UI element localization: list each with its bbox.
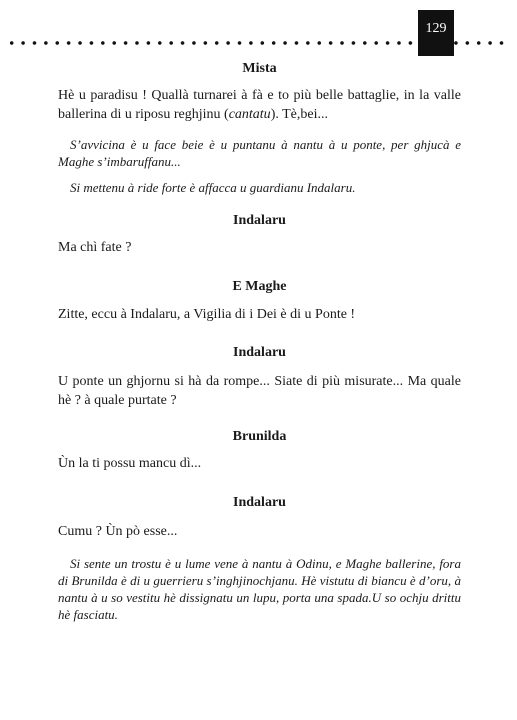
dialogue-indalaru-2: U ponte un ghjornu si hà da rompe... Siate di più misurate... Ma quale hè ? à quale purtate ? xyxy=(58,374,461,408)
dialogue-indalaru-1: Ma chì fate ? xyxy=(58,240,132,255)
page-number: 129 xyxy=(418,10,454,56)
stage-direction-2: Si mettenu à ride forte è affacca u guardianu Indalaru. xyxy=(70,180,356,195)
dialogue-indalaru-3: Cumu ? Ùn pò esse... xyxy=(58,524,178,539)
speaker-indalaru-2: Indalaru xyxy=(233,345,286,360)
dialogue-e-maghe: Zitte, eccu à Indalaru, a Vigilia di i Dei è di u Ponte ! xyxy=(58,307,356,322)
dialogue-mista: Hè u paradisu ! Quallà turnarei à fà e to più belle battaglie, in la valle ballerina di u riposu reghjinu (cantatu). Tè,bei... xyxy=(58,88,461,122)
speaker-mista: Mista xyxy=(242,61,277,76)
speaker-indalaru-1: Indalaru xyxy=(233,213,286,228)
dialogue-brunilda: Ùn la ti possu mancu dì... xyxy=(58,456,202,471)
stage-direction-3: Si sente un trostu è u lume vene à nantu à Odinu, e Maghe ballerine, fora di Brunilda è di u guerrieru s’inghjinochjanu. Hè vistutu di biancu è d’oru, à nantu à u so vestitu hè dissignatu un lupu, porta una spada.U so ochju drittu hè fasciatu. xyxy=(58,556,461,622)
speaker-brunilda: Brunilda xyxy=(232,429,287,444)
speaker-indalaru-3: Indalaru xyxy=(233,495,286,510)
speaker-e-maghe: E Maghe xyxy=(232,279,287,294)
stage-direction-1: S’avvicina è u face beie è u puntanu à nantu à u ponte, per ghjucà e Maghe s’imbaruffanu... xyxy=(58,137,461,169)
